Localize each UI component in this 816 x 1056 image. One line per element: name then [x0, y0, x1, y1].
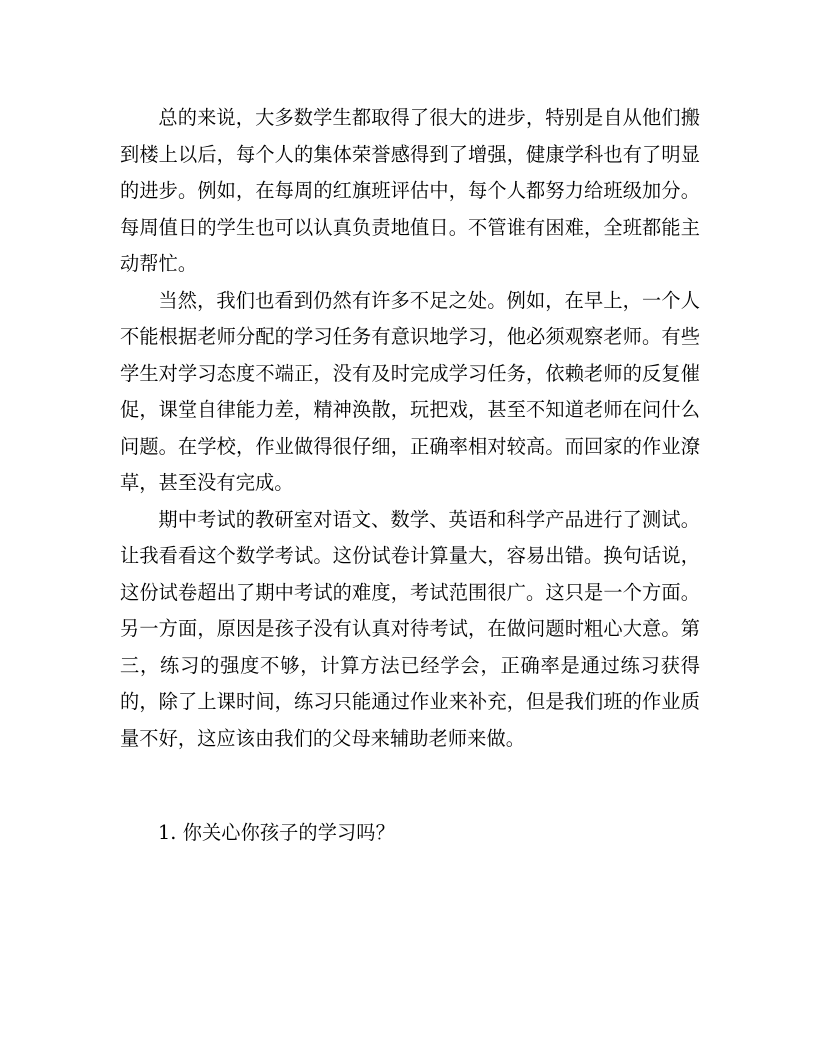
- paragraph-midterm-exam: 期中考试的教研室对语文、数学、英语和科学产品进行了测试。让我看看这个数学考试。这份试卷计算量大，容易出错。换句话说，这份试卷超出了期中考试的难度，考试范围很广。这只是一个方面。另一方面，原因是孩子没有认真对待考试，在做问题时粗心大意。第三，练习的强度不够，计算方法已经学会，正确率是通过练习获得的，除了上课时间，练习只能通过作业来补充，但是我们班的作业质量不好，这应该由我们的父母来辅助老师来做。: [120, 507, 700, 750]
- paragraph-summary: 总的来说，大多数学生都取得了很大的进步，特别是自从他们搬到楼上以后，每个人的集体荣誉感得到了增强，健康学科也有了明显的进步。例如，在每周的红旗班评估中，每个人都努力给班级加分。每周值日的学生也可以认真负责地值日。不管谁有困难，全班都能主动帮忙。: [120, 106, 700, 275]
- paragraph-shortcomings: 当然，我们也看到仍然有许多不足之处。例如，在早上，一个人不能根据老师分配的学习任务有意识地学习，他必须观察老师。有些学生对学习态度不端正，没有及时完成学习任务，依赖老师的反复催促，课堂自律能力差，精神涣散，玩把戏，甚至不知道老师在问什么问题。在学校，作业做得很仔细，正确率相对较高。而回家的作业潦草，甚至没有完成。: [120, 288, 700, 494]
- document-body: [120, 100, 700, 852]
- question-item: 1. 你关心你孩子的学习吗？: [158, 821, 395, 844]
